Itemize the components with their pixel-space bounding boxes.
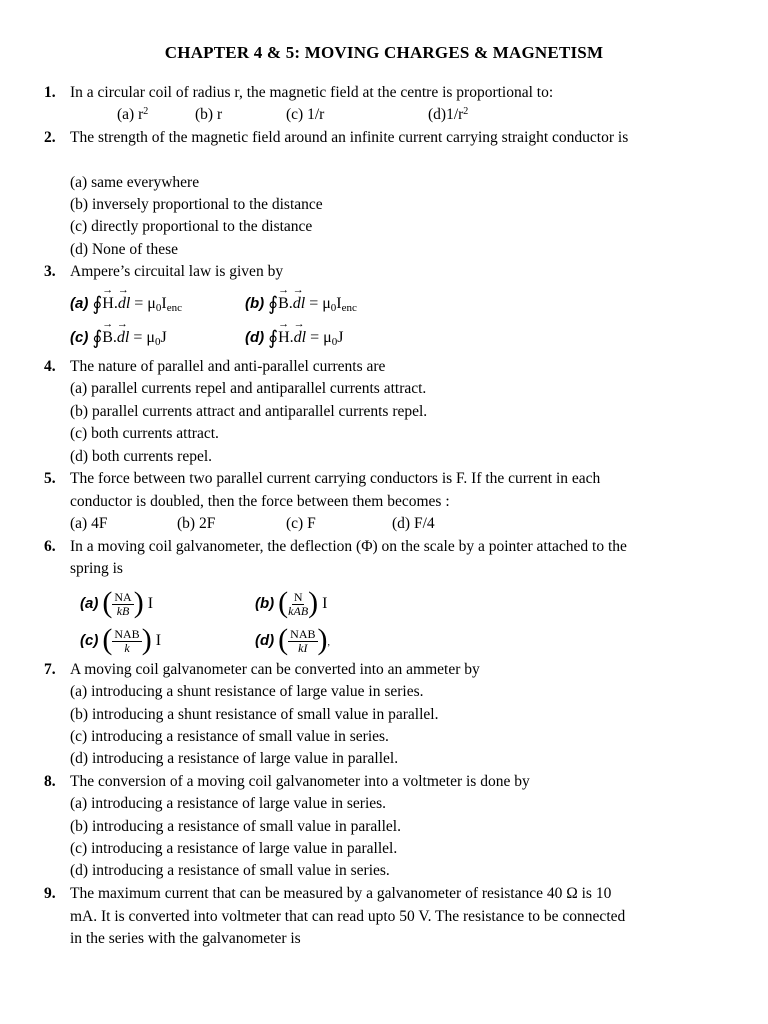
q3-option-d-label: (d) (245, 329, 265, 346)
q3-b-field: → B (278, 294, 289, 314)
q3-b-rhs-tail: I (336, 295, 342, 312)
q3-b-rhs-sub: 0 (330, 302, 337, 314)
q6-option-a (80, 585, 154, 619)
q3-c-dl: → dl (117, 328, 129, 348)
q6-b-numerator: N (293, 590, 303, 604)
q3-a-rhs-sub: 0 (155, 302, 162, 314)
q3-a-dot: . (113, 295, 118, 312)
question-number-7: 7. (44, 661, 56, 678)
q6-b-rparen: ) (308, 585, 319, 619)
q3-a-field: → H (102, 294, 114, 314)
q8-option-c: (c) introducing a resistance of large value in parallel. (70, 840, 398, 857)
q7-option-b: (b) introducing a shunt resistance of small value in parallel. (70, 706, 439, 723)
q2-option-b: (b) inversely proportional to the distance (70, 196, 323, 213)
question-5-text-line-1: The force between two parallel current carrying conductors is F. If the current in each (70, 470, 601, 487)
q6-option-b (255, 585, 328, 619)
question-3-text: Ampere’s circuital law is given by (70, 263, 284, 280)
question-8-text: The conversion of a moving coil galvanometer into a voltmeter is done by (70, 773, 530, 790)
q3-c-dot: . (112, 329, 117, 346)
q1-option-c: (c) 1/r (286, 106, 325, 123)
q3-c-rhs-tail: J (160, 329, 167, 346)
question-number-3: 3. (44, 263, 56, 280)
q1-option-a-text: (a) r (117, 106, 144, 123)
q6-d-denominator: kI (298, 641, 308, 655)
q6-d-fraction (288, 628, 317, 655)
question-number-6: 6. (44, 538, 56, 555)
q5-option-d: (d) F/4 (392, 515, 435, 532)
q1-option-d (428, 105, 468, 125)
question-9-text-line-1: The maximum current that can be measured by a galvanometer of resistance 40 Ω is 10 (70, 885, 612, 902)
q3-c-rhs-sub: 0 (154, 336, 161, 348)
q1-option-b: (b) r (195, 106, 223, 123)
q2-option-d: (d) None of these (70, 241, 179, 258)
question-number-8: 8. (44, 773, 56, 790)
q3-option-c (70, 328, 167, 349)
q6-c-numerator: NAB (114, 627, 140, 641)
q2-option-a: (a) same everywhere (70, 174, 200, 191)
question-2-text: The strength of the magnetic field around an infinite current carrying straight conductor is (70, 129, 629, 146)
q6-a-numerator: NA (114, 590, 132, 604)
q8-option-d: (d) introducing a resistance of small value in series. (70, 862, 390, 879)
q3-d-dl: → dl (294, 328, 306, 348)
q3-b-rhs: = μ (309, 295, 331, 312)
q6-option-d-label: (d) (255, 632, 275, 650)
q3-d-rhs-sub: 0 (331, 336, 338, 348)
q5-option-b: (b) 2F (177, 515, 216, 532)
q6-d-rparen: ) (317, 622, 328, 656)
q3-option-a (70, 294, 182, 315)
question-4-text: The nature of parallel and anti-parallel currents are (70, 358, 386, 375)
question-6-text-line-2: spring is (70, 560, 123, 577)
q1-option-d-sup: 2 (463, 106, 469, 117)
q6-d-numerator: NAB (290, 627, 316, 641)
question-6-text-line-1: In a moving coil galvanometer, the deflection (Φ) on the scale by a pointer attached to the (70, 538, 627, 555)
question-number-9: 9. (44, 885, 56, 902)
q7-option-c: (c) introducing a resistance of small value in series. (70, 728, 389, 745)
contour-integral-icon: ∮ (92, 294, 103, 315)
q3-d-rhs: = μ (310, 329, 332, 346)
q6-b-denominator: kAB (288, 604, 309, 618)
question-9-text-line-3: in the series with the galvanometer is (70, 930, 301, 947)
q6-b-fraction (288, 591, 308, 618)
question-7-text: A moving coil galvanometer can be converted into an ammeter by (70, 661, 480, 678)
q6-c-denominator: k (124, 641, 130, 655)
q6-option-b-label: (b) (255, 595, 275, 613)
q3-option-d (245, 328, 343, 349)
question-number-4: 4. (44, 358, 56, 375)
q3-d-dot: . (289, 329, 294, 346)
q6-d-lparen: ( (278, 622, 289, 656)
question-5-text-line-2: conductor is doubled, then the force between them becomes : (70, 493, 450, 510)
q6-option-d (255, 622, 330, 656)
contour-integral-icon: ∮ (92, 328, 103, 349)
q3-option-b (245, 294, 357, 315)
q4-option-d: (d) both currents repel. (70, 448, 213, 465)
q3-b-rhs-tail-sub: enc (341, 302, 357, 314)
q3-c-field: → B (102, 328, 113, 348)
question-number-2: 2. (44, 129, 56, 146)
q8-option-a: (a) introducing a resistance of large value in series. (70, 795, 387, 812)
q4-option-a: (a) parallel currents repel and antiparallel currents attract. (70, 380, 427, 397)
q7-option-a: (a) introducing a shunt resistance of large value in series. (70, 683, 424, 700)
q3-option-a-label: (a) (70, 295, 89, 312)
q6-c-fraction (112, 628, 141, 655)
q6-a-denominator: kB (116, 604, 130, 618)
q1-option-d-text: (d)1/r (428, 106, 464, 123)
q6-option-a-label: (a) (80, 595, 99, 613)
q2-option-c: (c) directly proportional to the distance (70, 218, 313, 235)
question-1-text: In a circular coil of radius r, the magnetic field at the centre is proportional to: (70, 84, 554, 101)
q6-b-lparen: ( (278, 585, 289, 619)
page-title: CHAPTER 4 & 5: MOVING CHARGES & MAGNETISM (164, 43, 604, 62)
q6-a-rparen: ) (133, 585, 144, 619)
q6-option-c-label: (c) (80, 632, 99, 650)
q3-a-rhs-tail: I (161, 295, 167, 312)
contour-integral-icon: ∮ (268, 294, 279, 315)
q1-option-a (117, 105, 148, 125)
question-number-5: 5. (44, 470, 56, 487)
q3-b-dot: . (288, 295, 293, 312)
q3-option-b-label: (b) (245, 295, 265, 312)
contour-integral-icon: ∮ (268, 328, 279, 349)
q3-b-dl: → dl (293, 294, 305, 314)
q4-option-b: (b) parallel currents attract and antiparallel currents repel. (70, 403, 428, 420)
q5-option-a: (a) 4F (70, 515, 108, 532)
q6-c-lparen: ( (102, 622, 113, 656)
q6-c-tail: I (155, 632, 162, 650)
q5-option-c: (c) F (286, 515, 316, 532)
q3-a-rhs-tail-sub: enc (166, 302, 182, 314)
q7-option-d: (d) introducing a resistance of large value in parallel. (70, 750, 399, 767)
q3-d-field: → H (278, 328, 290, 348)
q4-option-c: (c) both currents attract. (70, 425, 219, 442)
q3-c-rhs: = μ (133, 329, 155, 346)
q3-a-dl: → dl (118, 294, 130, 314)
q6-option-c (80, 622, 162, 656)
q6-a-fraction (112, 591, 133, 618)
question-number-1: 1. (44, 84, 56, 101)
question-9-text-line-2: mA. It is converted into voltmeter that can read upto 50 V. The resistance to be connected (70, 908, 626, 925)
q3-d-rhs-tail: J (337, 329, 344, 346)
q3-option-c-label: (c) (70, 329, 89, 346)
q1-option-a-sup: 2 (143, 106, 149, 117)
q6-a-lparen: ( (102, 585, 113, 619)
q6-a-tail: I (147, 595, 154, 613)
q6-c-rparen: ) (141, 622, 152, 656)
q6-b-tail: I (322, 595, 328, 613)
q6-d-tail: , (327, 637, 330, 649)
q8-option-b: (b) introducing a resistance of small value in parallel. (70, 818, 401, 835)
q3-a-rhs: = μ (134, 295, 156, 312)
